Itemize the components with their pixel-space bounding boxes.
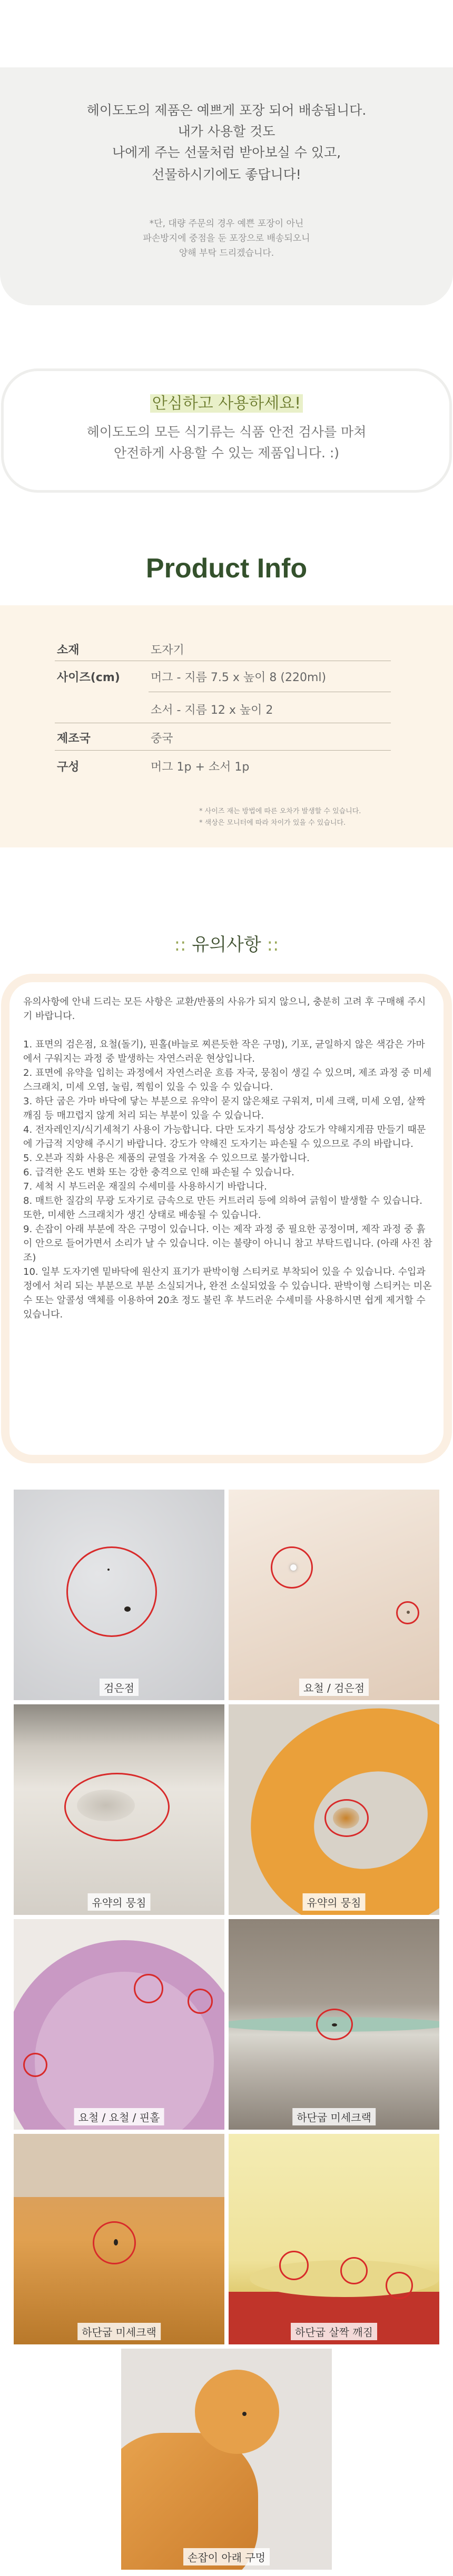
marker-circle (316, 2009, 353, 2040)
packaging-note: *단, 대량 주문의 경우 예쁜 포장이 아닌 (149, 218, 304, 229)
marker-circle (386, 2272, 413, 2299)
marker-circle (396, 1601, 419, 1624)
caution-box (1, 974, 452, 1463)
caution-deco-left: :: (174, 934, 186, 955)
safety-notice (1, 368, 452, 493)
photo-caption: 하단굽 살짝 깨짐 (291, 2323, 377, 2340)
caution-item: 6. 급격한 온도 변화 또는 강한 충격으로 인해 파손될 수 있습니다. (23, 1167, 294, 1178)
marker-circle (64, 1773, 170, 1841)
defect-photo-foot-crack-2 (14, 2134, 224, 2344)
photo-caption: 검은점 (100, 1679, 139, 1696)
photo-caption: 요철 / 요철 / 핀홀 (74, 2108, 164, 2125)
marker-circle (134, 1974, 163, 2003)
photo-background (229, 1490, 439, 1700)
photo-caption: 유약의 뭉침 (303, 1893, 366, 1911)
defect-photo-glaze-lump-1 (14, 1704, 224, 1915)
defect-photo-bump-pinhole (14, 1919, 224, 2130)
spec-row-composition (55, 751, 391, 780)
spec-row-size (55, 661, 391, 723)
safety-title: 안심하고 사용하세요! (4, 390, 449, 413)
marker-circle (324, 1799, 369, 1837)
caution-item: 4. 전자레인지/식기세척기 사용이 가능합니다. 다만 도자기 특성상 강도가 약해지게끔 만들기 때문에 가급적 지양해 주시기 바랍니다. 강도가 약해진 도자기는 파손될 수 있으므로 주의 바랍니다. (23, 1124, 426, 1150)
defect-photo-black-spot (14, 1490, 224, 1700)
photo-caption: 하단굽 미세크랙 (77, 2323, 161, 2340)
spec-key: 소재 (57, 644, 80, 657)
caution-item: 10. 일부 도자기엔 밑바닥에 원산지 표기가 판박이형 스티커로 부착되어 있을 수 있습니다. 수입과정에서 처리 되는 부분으로 부분 소실되거나, 완전 소실되었을 수 있습니다. 판박이형 스티커는 미온수 또는 알콜성 액체를 이용하여 20초 정도 불린 후 부드러운 수세미를 사용하시면 쉽게 제거할 수 있습니다. (23, 1266, 432, 1320)
mug-handle (195, 2370, 279, 2454)
spec-value: 도자기 (151, 644, 184, 657)
spec-key: 제조국 (57, 732, 91, 745)
packaging-notice (0, 67, 453, 305)
packaging-note: 양해 부탁 드리겠습니다. (179, 248, 274, 258)
spec-value: 소서 - 지름 12 x 높이 2 (151, 704, 273, 717)
caution-item: 8. 매트한 질감의 무광 도자기로 금속으로 만든 커트러리 등에 의하여 긁힘이 발생할 수 있습니다. 또한, 미세한 스크래치가 생긴 상태로 배송될 수 있습니다. (23, 1195, 426, 1221)
marker-circle (340, 2257, 368, 2284)
packaging-line: 내가 사용할 것도 (178, 124, 275, 139)
defect-photo-foot-chip (229, 2134, 439, 2344)
spec-value: 머그 1p + 소서 1p (151, 761, 250, 774)
caution-title (0, 930, 453, 956)
spec-key: 사이즈(cm) (57, 671, 120, 684)
mug-rim (14, 2134, 224, 2197)
photo-caption: 하단굽 미세크랙 (292, 2108, 376, 2125)
caution-item: 7. 세척 시 부드러운 재질의 수세미를 사용하시기 바랍니다. (23, 1181, 267, 1192)
caution-text (23, 995, 434, 1322)
caution-item: 5. 오븐과 직화 사용은 제품의 균열을 가져올 수 있으므로 불가합니다. (23, 1153, 310, 1164)
packaging-line: 나에게 주는 선물처럼 받아보실 수 있고, (112, 145, 341, 160)
safety-line: 헤이도도의 모든 식기류는 식품 안전 검사를 마쳐 (86, 424, 367, 440)
safety-line: 안전하게 사용할 수 있는 제품입니다. :) (113, 445, 340, 461)
marker-circle (271, 1546, 313, 1589)
defect-photo-glaze-lump-2 (229, 1704, 439, 1915)
caution-deco-right: :: (267, 934, 279, 955)
handle-hole (242, 2412, 247, 2416)
caution-item: 3. 하단 굽은 가마 바닥에 닿는 부분으로 유약이 묻지 않은채로 구워져, 미세 크랙, 미세 오염, 살짝 깨짐 등 매끄럽지 않게 처리 되는 부분이 있을 수 있습니다. (23, 1096, 429, 1121)
marker-circle (66, 1546, 157, 1637)
packaging-line: 선물하시기에도 좋답니다! (152, 167, 301, 182)
defect-photo-handle-hole (121, 2349, 332, 2570)
spec-note: * 색상은 모니터에 따라 차이가 있을 수 있습니다. (199, 819, 346, 827)
spec-table (0, 605, 453, 847)
defect-photo-foot-crack-1 (229, 1919, 439, 2130)
marker-circle (188, 1989, 213, 2014)
photo-caption: 손잡이 아래 구멍 (183, 2548, 270, 2565)
packaging-line: 헤이도도의 제품은 예쁘게 포장 되어 배송됩니다. (86, 103, 367, 118)
caution-intro: 유의사항에 안내 드리는 모든 사항은 교환/반품의 사유가 되지 않으니, 충분히 고려 후 구매해 주시기 바랍니다. (23, 996, 426, 1022)
spec-value: 머그 - 지름 7.5 x 높이 8 (220ml) (151, 671, 327, 684)
marker-circle (23, 2053, 47, 2077)
marker-circle (279, 2251, 309, 2280)
caution-item: 1. 표면의 검은점, 요철(돌기), 핀홀(바늘로 찌른듯한 작은 구멍), 기포, 균일하지 않은 색감은 가마에서 구워지는 과정 중 발생하는 자연스러운 현상입니다. (23, 1039, 425, 1064)
product-info-title: Product Info (145, 553, 308, 584)
spec-row-origin (55, 723, 391, 751)
spec-row-material (55, 637, 391, 661)
spec-key: 구성 (57, 761, 80, 774)
caution-item: 2. 표면에 유약을 입히는 과정에서 자연스러운 흐름 자국, 뭉침이 생길 수 있으며, 제조 과정 중 미세 스크래치, 미세 오염, 눌림, 찍힘이 있을 수 있을 수 있습니다. (23, 1067, 435, 1093)
photo-caption: 요철 / 검은점 (299, 1679, 369, 1696)
photo-caption: 유약의 뭉침 (88, 1893, 151, 1911)
caution-title-text: 유의사항 (192, 934, 261, 955)
marker-circle (93, 2221, 136, 2264)
defect-photo-bump-spot (229, 1490, 439, 1700)
caution-item: 9. 손잡이 아래 부분에 작은 구멍이 있습니다. 이는 제작 과정 중 필요한 공정이며, 제작 과정 중 흙이 안으로 들어가면서 소리가 날 수 있습니다. 이는 불량이 아니니 참고 부탁드립니다. (아래 사진 참조) (23, 1224, 432, 1263)
spec-note: * 사이즈 재는 방법에 따른 오차가 발생할 수 있습니다. (199, 807, 361, 815)
packaging-note: 파손방지에 중점을 둔 포장으로 배송되오니 (143, 233, 310, 244)
spec-value: 중국 (151, 732, 173, 745)
